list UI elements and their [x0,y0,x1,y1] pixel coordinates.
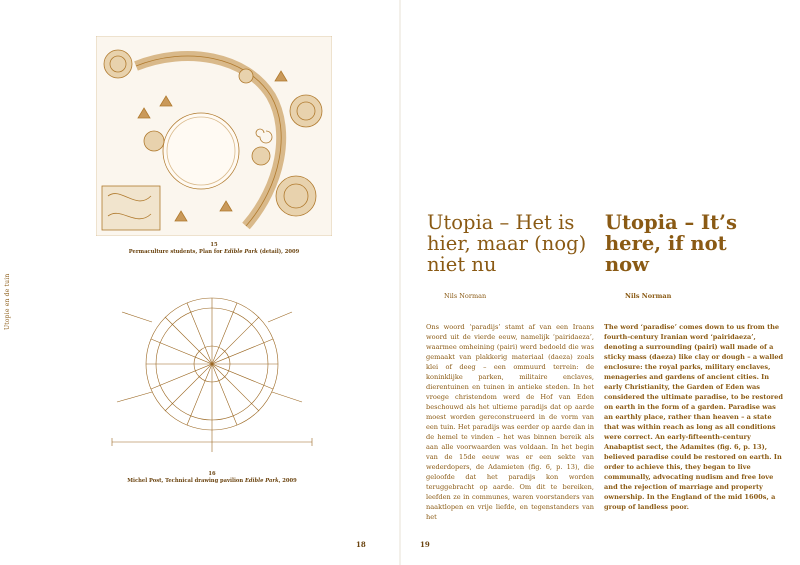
figure-garden-plan [96,36,332,236]
article-title-dutch: Utopia – Het is hier, maar (nog) niet nu [427,211,587,276]
garden-plan-illustration [96,36,332,236]
figure-technical-drawing [92,292,332,464]
article-body-dutch: Ons woord ‘paradijs’ stamt af van een Iraans woord uit de vierde eeuw, namelijk ‘pairidaeza’, waarmee omheining (pairi) werd bedoeld die was gemaakt van plakkerig materiaal (daeza) zoals klei of deeg – een ommuurd terrein: de koninklijke parken, militaire enclaves, dierentuinen en tuinen in antieke steden. In het vroege christendom werd de Hof van Eden beschouwd als het ultieme paradijs dat op aarde moest worden gereconstrueerd in de vorm van een tuin. Het paradijs was eerder op aarde dan in de hemel te vinden – het was binnen bereik als aan alle voorwaarden was voldaan. In het begin van de 15de eeuw was er een sekte van wederdopers, de Adamieten (fig. 6, p. 13), die geloofde dat het paradijs kon worden teruggebracht op aarde. Om dit te bereiken, leefden ze in communes, waren voorstanders van naaktlopen en vrije liefde, en tegenstanders van het [426,323,594,521]
figure-16-number: 16 [208,471,216,477]
figure-15-caption: 15 Permaculture students, Plan for Edible Park (detail), 2009 [96,242,332,256]
author-dutch: Nils Norman [444,292,487,300]
article-title-english: Utopia – It’s here, if not now [605,211,737,276]
running-head: Utopie en de tuin [4,273,11,330]
folio-right: 19 [420,540,430,549]
folio-left: 18 [356,540,366,549]
article-body-english: The word ‘paradise’ comes down to us from the fourth-century Iranian word ‘pairidaeza’, denoting a surrounding (pairi) wall made of a sticky mass (daeza) like clay or dough – a walled enclosure: the royal parks, military enclaves, menageries and gardens of ancient cities. In early Christianity, the Garden of Eden was considered the ultimate paradise, to be restored on earth in the form of a garden. Paradise was an earthly place, rather than heaven – a state that was within reach as long as all conditions were correct. An early-fifteenth-century Anabaptist sect, the Adamites (fig. 6, p. 13), believed paradise could be restored on earth. In order to achieve this, they began to live communally, advocating nudism and free love and the rejection of marriage and property ownership. In the England of the mid 1600s, a group of landless poor. [604,323,784,511]
pavilion-drawing-illustration [92,292,332,464]
author-english: Nils Norman [625,292,672,300]
figure-15-number: 15 [210,242,218,248]
figure-16-caption: 16 Michel Post, Technical drawing pavilion Edible Park, 2009 [96,471,328,485]
gutter [399,0,401,565]
